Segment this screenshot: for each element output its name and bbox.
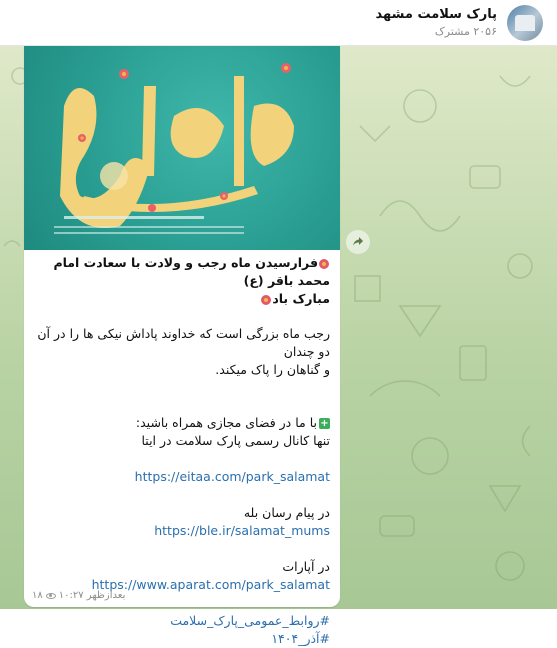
aparat-link[interactable]: https://www.aparat.com/park_salamat (91, 577, 330, 592)
channel-post[interactable] (24, 46, 340, 646)
calligraphy-artwork (24, 46, 340, 250)
subscriber-count: ۲۰۵۶ مشترک (434, 24, 497, 38)
post-title-line2: مبارک باد (272, 291, 330, 306)
bale-label: در پیام رسان بله (243, 505, 330, 520)
flower-icon (319, 259, 329, 269)
chat-area (0, 46, 557, 646)
post-meta (32, 590, 125, 601)
channel-info[interactable] (376, 6, 497, 40)
plus-icon: + (320, 418, 329, 429)
post-body-line1: رجب ماه بزرگی است که خداوند پاداش نیکی ها را در آن دو چندان (37, 326, 330, 359)
share-icon (352, 236, 364, 248)
post-time: ۱۰:۲۷ بعدازظهر (58, 590, 126, 601)
eitaa-link[interactable]: https://eitaa.com/park_salamat (134, 469, 330, 484)
chat-header (0, 0, 557, 46)
hashtag-public-relations[interactable]: #روابط_عمومی_پارک_سلامت (170, 613, 330, 628)
post-title-line1: فرارسیدن ماه رجب و ولادت با سعادت امام محمد باقر (ع) (53, 255, 330, 288)
post-image[interactable] (24, 46, 340, 250)
bale-link[interactable]: https://ble.ir/salamat_mums (154, 523, 330, 538)
share-button[interactable] (346, 230, 370, 254)
official-line: تنها کانال رسمی پارک سلامت در ایتا (141, 433, 330, 448)
follow-line: با ما در فضای مجازی همراه باشید: (135, 415, 317, 430)
aparat-label: در آپارات (282, 559, 330, 574)
hashtag-date[interactable]: #آذر_۱۴۰۴ (271, 631, 330, 646)
flower-icon (261, 295, 271, 305)
post-text (24, 250, 340, 648)
channel-avatar[interactable] (507, 5, 543, 41)
post-body-line2: و گناهان را پاک میکند. (215, 362, 330, 377)
channel-title: پارک سلامت مشهد (375, 6, 497, 22)
view-count: ۱۸ (32, 590, 43, 601)
eye-icon (46, 593, 56, 599)
